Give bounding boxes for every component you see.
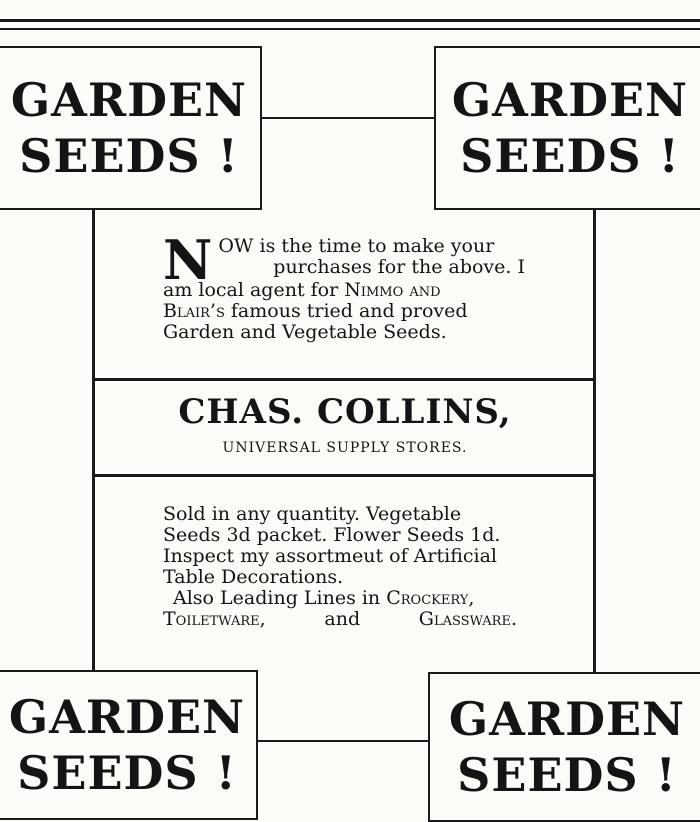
box-subheading: SEEDS ! (19, 129, 239, 183)
details-line-6 (163, 609, 525, 630)
intro-line-2: purchases for the above. I (273, 256, 525, 278)
box-subheading: SEEDS ! (457, 748, 677, 802)
intro-paragraph (163, 228, 525, 343)
frame-divider-upper (94, 378, 594, 381)
box-heading: GARDEN (451, 73, 689, 127)
details-line-5-text: Also Leading Lines in (173, 587, 387, 609)
line-glassware: Glassware. (418, 608, 517, 630)
bottom-connector (258, 740, 428, 742)
box-heading: GARDEN (10, 73, 248, 127)
drop-cap: N (163, 228, 213, 292)
intro-line-5: Garden and Vegetable Seeds. (163, 321, 447, 343)
agent-blair: Blair’s (163, 300, 225, 322)
details-and: and (324, 608, 361, 630)
garden-seeds-box-top-left (0, 46, 262, 210)
garden-seeds-box-top-right (434, 46, 700, 210)
details-line-1: Sold in any quantity. Vegetable (163, 503, 462, 525)
details-line-2: Seeds 3d packet. Flower Seeds 1d. (163, 524, 501, 546)
merchant-name: CHAS. COLLINS, (178, 392, 512, 432)
top-connector (262, 117, 434, 119)
box-subheading: SEEDS ! (17, 746, 237, 800)
box-heading: GARDEN (448, 692, 686, 746)
details-line-4: Table Decorations. (163, 566, 344, 588)
frame-left-border (92, 208, 95, 678)
garden-seeds-box-bottom-left (0, 670, 258, 820)
intro-line-3-text: am local agent for (163, 279, 345, 301)
intro-line-4 (163, 301, 525, 322)
agent-nimmo: Nimmo and (344, 279, 441, 301)
line-crockery: Crockery, (386, 587, 475, 609)
top-rule-thick (0, 19, 700, 22)
intro-line-3 (163, 280, 525, 301)
box-heading: GARDEN (8, 690, 246, 744)
box-subheading: SEEDS ! (460, 129, 680, 183)
merchant-tagline: UNIVERSAL SUPPLY STORES. (222, 440, 468, 456)
details-line-5 (163, 588, 525, 609)
garden-seeds-box-bottom-right (428, 672, 700, 822)
intro-line-1: OW is the time to make your (218, 235, 495, 257)
line-toiletware: Toiletware, (163, 608, 266, 630)
top-rule-thin (0, 28, 700, 30)
details-paragraph (163, 504, 525, 630)
frame-divider-lower (94, 474, 594, 477)
intro-line-4-text: famous tried and proved (224, 300, 468, 322)
details-line-3: Inspect my assortmeut of Artificial (163, 545, 497, 567)
